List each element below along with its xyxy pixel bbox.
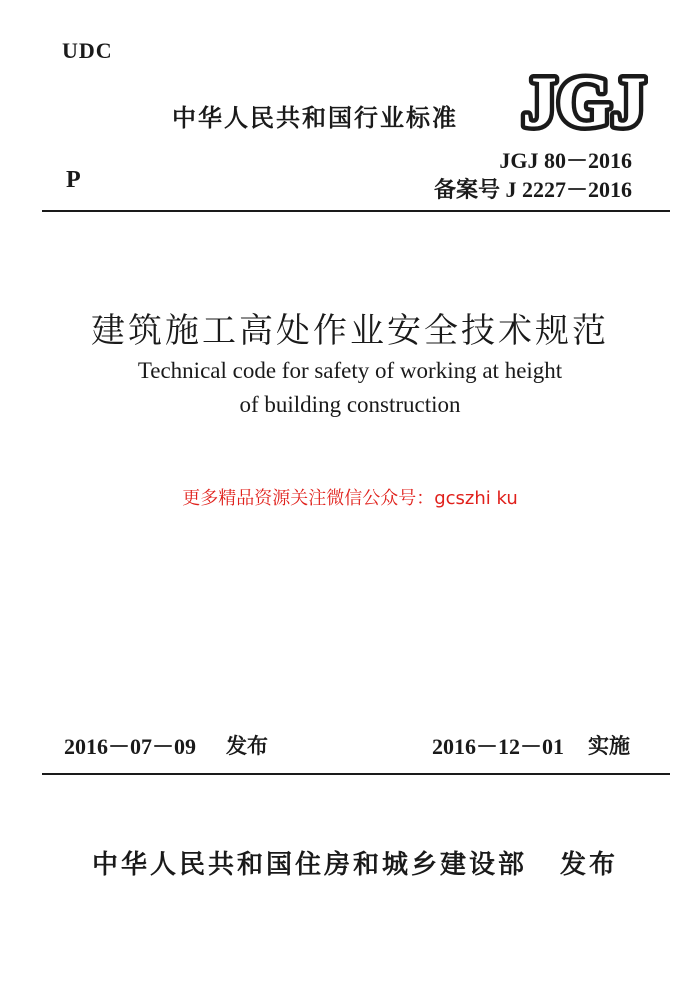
bottom-divider (42, 773, 670, 775)
record-number: 备案号 J 2227－2016 (433, 177, 632, 202)
standard-number: JGJ 80－2016 (499, 148, 632, 173)
publisher-name: 中华人民共和国住房和城乡建设部 (92, 850, 528, 880)
promo-watermark-text: 更多精品资源关注微信公众号：gcszhi ku (182, 488, 518, 509)
issue-label: 发布 (226, 734, 268, 758)
implementation-date: 2016－12－01 (432, 734, 565, 759)
standard-category: 中华人民共和国行业标准 (172, 104, 458, 132)
top-divider (42, 210, 670, 212)
document-title-chinese: 建筑施工高处作业安全技术规范 (91, 311, 609, 351)
udc-label: UDC (62, 38, 113, 63)
svg-text:JGJ: JGJ (522, 62, 646, 132)
document-title-english-line2: of building construction (239, 392, 461, 417)
issue-date: 2016－07－09 (64, 734, 197, 759)
publisher-action: 发布 (560, 850, 619, 880)
implementation-label: 实施 (588, 734, 630, 758)
jgj-logo (520, 62, 648, 132)
classification-code: P (66, 167, 81, 193)
document-title-english-line1: Technical code for safety of working at height (137, 358, 563, 383)
